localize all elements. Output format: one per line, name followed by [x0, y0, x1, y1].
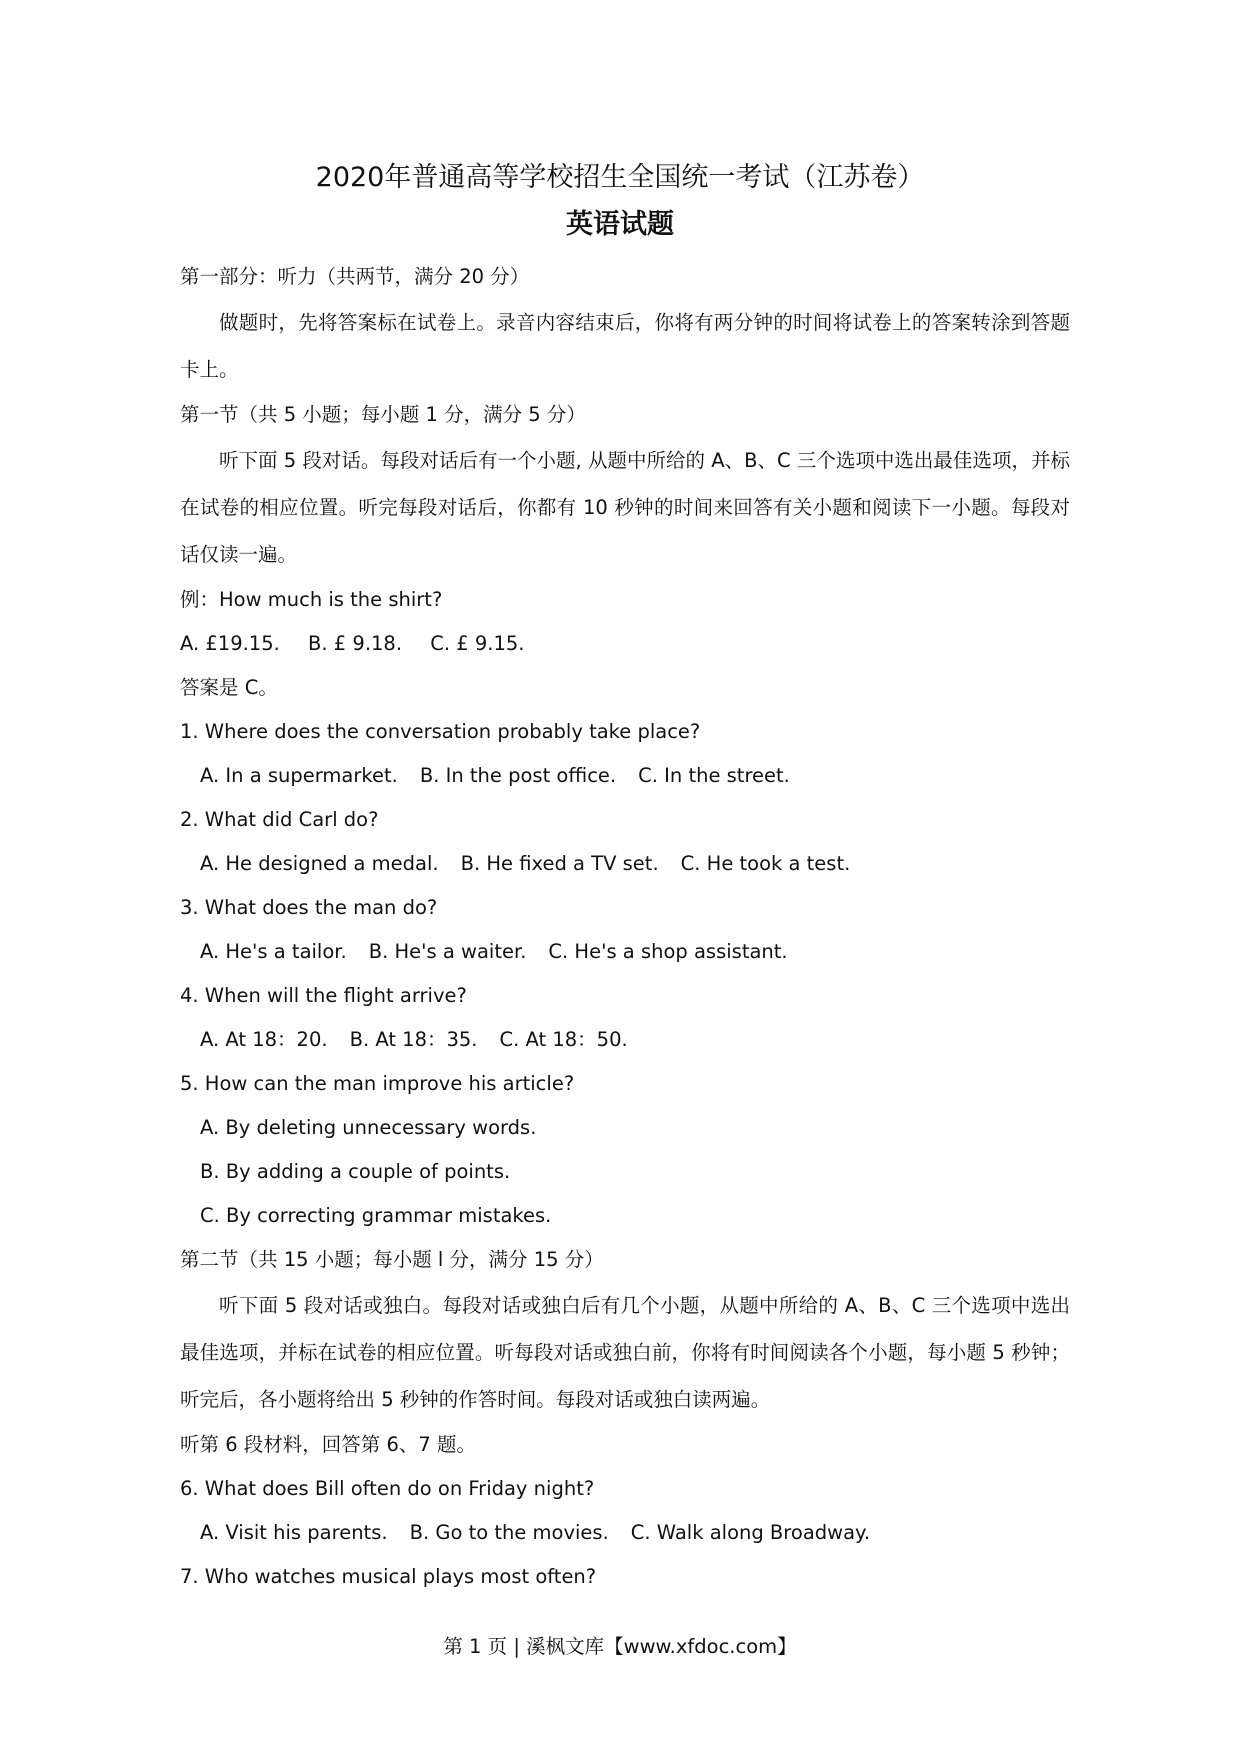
question-1: 1. Where does the conversation probably take place? — [180, 720, 701, 743]
q3-option-c: C. He's a shop assistant. — [548, 940, 788, 963]
q1-option-a: A. In a supermarket. — [200, 764, 398, 787]
question-7: 7. Who watches musical plays most often? — [180, 1565, 597, 1588]
q2-option-b: B. He fixed a TV set. — [460, 852, 659, 875]
example-option-c: C. £ 9.15. — [430, 632, 525, 655]
section2-instructions: 听下面 5 段对话或独白。每段对话或独白后有几个小题，从题中所给的 A、B、C 三个选项中选出最佳选项，并标在试卷的相应位置。听每段对话或独白前，你将有时间阅读各个小题，每小题 5 秒钟；听完后，各小题将给出 5 秒钟的作答时间。每段对话或独白读两遍。 — [180, 1294, 1070, 1411]
material6-heading: 听第 6 段材料，回答第 6、7 题。 — [180, 1433, 477, 1456]
section1-instructions: 听下面 5 段对话。每段对话后有一个小题, 从题中所给的 A、B、C 三个选项中选出最佳选项，并标在试卷的相应位置。听完每段对话后，你都有 10 秒钟的时间来回答有关小题和阅读下一小题。每段对话仅读一遍。 — [180, 449, 1070, 566]
question-1-options — [180, 754, 1070, 798]
page-footer: 第 1 页 | 溪枫文库【www.xfdoc.com】 — [443, 1635, 797, 1658]
q4-option-c: C. At 18：50. — [499, 1028, 628, 1051]
exam-subtitle: 英语试题 — [566, 209, 674, 240]
q2-option-a: A. He designed a medal. — [200, 852, 439, 875]
exam-title: 2020年普通高等学校招生全国统一考试（江苏卷） — [315, 162, 925, 193]
q3-option-a: A. He's a tailor. — [200, 940, 347, 963]
section1-heading: 第一节（共 5 小题；每小题 1 分，满分 5 分） — [180, 403, 586, 426]
example-option-a: A. £19.15. — [180, 632, 280, 655]
q6-option-b: B. Go to the movies. — [409, 1521, 609, 1544]
q4-option-b: B. At 18：35. — [349, 1028, 478, 1051]
section2-heading: 第二节（共 15 小题；每小题 l 分，满分 15 分） — [180, 1248, 604, 1271]
question-3: 3. What does the man do? — [180, 896, 438, 919]
example-options — [180, 622, 1070, 666]
question-2-options — [180, 842, 1070, 886]
q2-option-c: C. He took a test. — [680, 852, 851, 875]
example-option-b: B. £ 9.18. — [308, 632, 403, 655]
question-2: 2. What did Carl do? — [180, 808, 379, 831]
question-6: 6. What does Bill often do on Friday night? — [180, 1477, 595, 1500]
q1-option-c: C. In the street. — [638, 764, 790, 787]
q1-option-b: B. In the post office. — [419, 764, 617, 787]
part1-heading: 第一部分：听力（共两节，满分 20 分） — [180, 265, 530, 288]
intro-paragraph: 做题时，先将答案标在试卷上。录音内容结束后，你将有两分钟的时间将试卷上的答案转涂到答题卡上。 — [180, 311, 1070, 381]
example-answer: 答案是 C。 — [180, 676, 278, 699]
q6-option-a: A. Visit his parents. — [200, 1521, 388, 1544]
example-question: 例：How much is the shirt? — [180, 588, 443, 611]
q3-option-b: B. He's a waiter. — [368, 940, 527, 963]
q6-option-c: C. Walk along Broadway. — [630, 1521, 871, 1544]
q5-option-a: A. By deleting unnecessary words. — [200, 1116, 537, 1139]
question-4: 4. When will the flight arrive? — [180, 984, 467, 1007]
question-4-options — [180, 1018, 1070, 1062]
q5-option-c: C. By correcting grammar mistakes. — [200, 1204, 552, 1227]
q4-option-a: A. At 18：20. — [200, 1028, 328, 1051]
question-6-options — [180, 1511, 1070, 1555]
question-5: 5. How can the man improve his article? — [180, 1072, 575, 1095]
question-3-options — [180, 930, 1070, 974]
exam-content — [180, 255, 1070, 1599]
q5-option-b: B. By adding a couple of points. — [200, 1160, 511, 1183]
